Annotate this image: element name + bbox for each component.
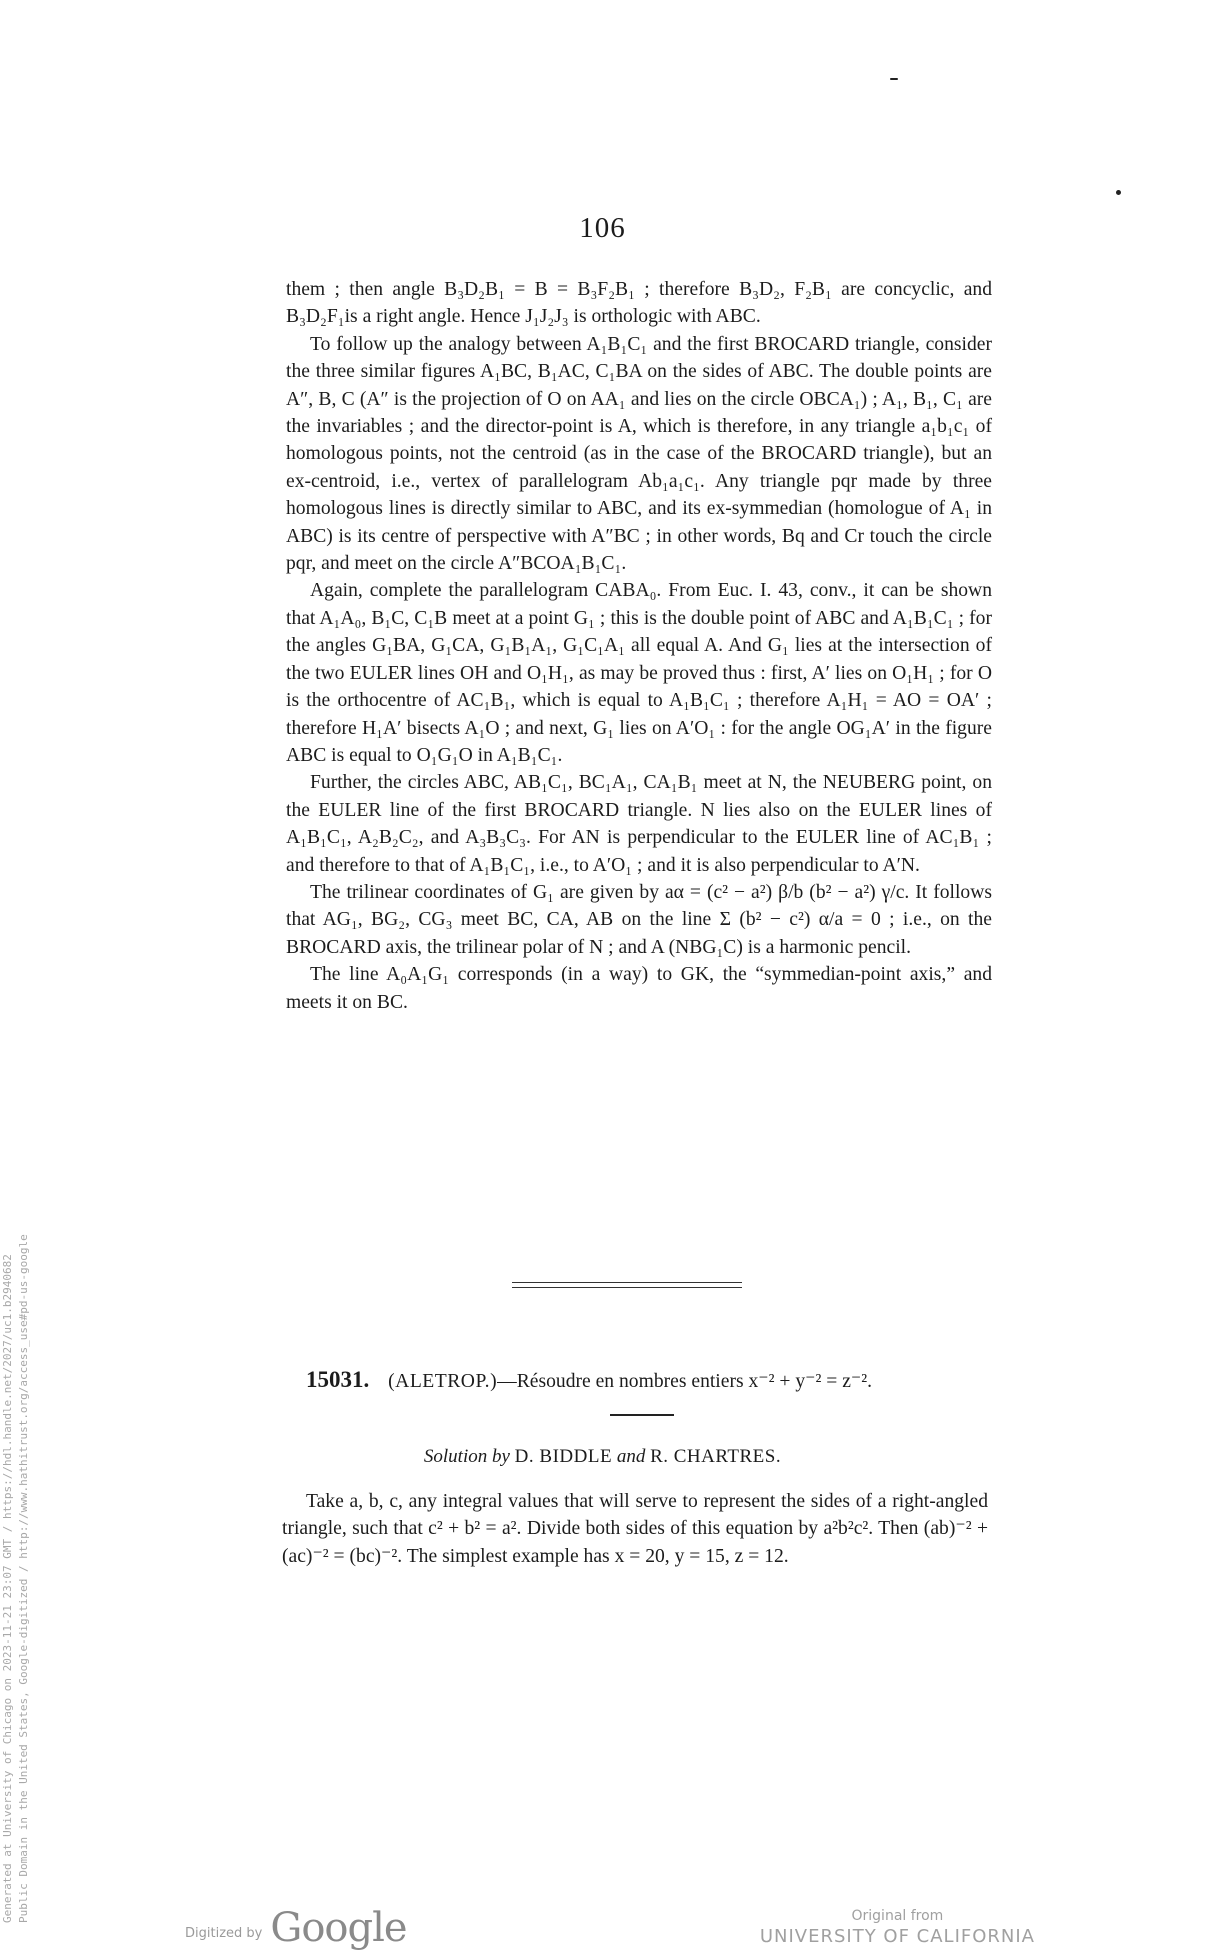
article-body xyxy=(286,276,992,1016)
problem-heading xyxy=(306,1366,1026,1396)
scan-mark xyxy=(890,78,898,80)
paragraph: them ; then angle B₃D₂B₁ = B = B₃F₂B₁ ; therefore B₃D₂, F₂B₁ are concyclic, and B₃D₂F₁is a right angle. Hence J₁J₂J₃ is orthologic with ABC. xyxy=(286,279,992,328)
section-divider-top xyxy=(512,1282,742,1283)
solution-body xyxy=(282,1488,988,1570)
paragraph: Further, the circles ABC, AB₁C₁, BC₁A₁, CA₁B₁ meet at N, the NEUBERG point, on the EULER line of the first BROCARD triangle. N lies also on the EULER lines of A₁B₁C₁, A₂B₂C₂, and A₃B₃C₃. For AN is perpendicular to the EULER line of AC₁B₁ ; and therefore to that of A₁B₁C₁, i.e., to A′O₁ ; and it is also perpendicular to A′N. xyxy=(286,772,992,876)
solution-conjunction: and xyxy=(616,1446,646,1467)
paragraph: The trilinear coordinates of G₁ are given by aα = (c² − a²) β/b (b² − a²) γ/c. It follows that AG₁, BG₂, CG₃ meet BC, CA, AB on the line Σ (b² − c²) α/a = 0 ; i.e., on the BROCARD axis, the trilinear polar of N ; and A (NBG₁C) is a harmonic pencil. xyxy=(286,881,992,958)
problem-author: (ALETROP.) xyxy=(388,1371,498,1392)
problem-number: 15031. xyxy=(306,1367,370,1392)
solution-paragraph: Take a, b, c, any integral values that will serve to represent the sides of a right-angled triangle, such that c² + b² = a². Divide both sides of this equation by a²b²c². Then (ab)⁻² + (ac)⁻² = (bc)⁻². The simplest example has x = 20, y = 15, z = 12. xyxy=(282,1491,988,1567)
solution-author-1: D. BIDDLE xyxy=(514,1446,613,1467)
original-from xyxy=(760,1908,1035,1947)
paragraph: To follow up the analogy between A₁B₁C₁ and the first BROCARD triangle, consider the three similar figures A₁BC, B₁AC, C₁BA on the sides of ABC. The double points are A″, B, C (A″ is the projection of O on AA₁ and lies on the circle OBCA₁) ; A₁, B₁, C₁ are the invariables ; and the director-point is A, which is therefore, in any triangle a₁b₁c₁ of homologous points, not the centroid (as in the case of the BROCARD triangle), but an ex-centroid, i.e., vertex of parallelogram Ab₁a₁c₁. Any triangle pqr made by three homologous lines is directly similar to ABC, and its ex-symmedian (homologue of A₁ in ABC) is its centre of perspective with A″BC ; in other words, Bq and Cr touch the circle pqr, and meet on the circle A″BCOA₁B₁C₁. xyxy=(286,333,992,575)
stamp-line-1: Generated at University of Chicago on 2023-11-21 23:07 GMT / https://hdl.handle.net/2027/uc1.b2940682 xyxy=(1,1254,14,1923)
google-logo: Google xyxy=(270,1905,407,1951)
original-from-label: Original from xyxy=(851,1908,944,1924)
section-divider-bottom xyxy=(512,1287,742,1288)
scan-dot xyxy=(1116,190,1121,195)
digitized-by-label: Digitized by xyxy=(185,1926,263,1941)
paragraph: The line A₀A₁G₁ corresponds (in a way) to GK, the “symmedian-point axis,” and meets it on BC. xyxy=(286,964,992,1013)
page-number: 106 xyxy=(579,212,626,244)
solution-byline xyxy=(0,1446,1205,1468)
problem-rule xyxy=(610,1414,674,1416)
digitized-by-google xyxy=(185,1900,407,1950)
solution-author-2: R. CHARTRES. xyxy=(650,1446,782,1467)
solution-label: Solution by xyxy=(423,1446,510,1467)
problem-statement: —Résoudre en nombres entiers x⁻² + y⁻² = z⁻². xyxy=(497,1371,873,1392)
institution-name: UNIVERSITY OF CALIFORNIA xyxy=(759,1926,1035,1947)
hathitrust-stamp xyxy=(0,0,32,1959)
paragraph: Again, complete the parallelogram CABA₀. From Euc. I. 43, conv., it can be shown that A₁A₀, B₁C, C₁B meet at a point G₁ ; this is the double point of ABC and A₁B₁C₁ ; for the angles G₁BA, G₁CA, G₁B₁A₁, G₁C₁A₁ all equal A. And G₁ lies at the intersection of the two EULER lines OH and O₁H₁, as may be proved thus : first, A′ lies on O₁H₁ ; for O is the orthocentre of AC₁B₁, which is equal to A₁B₁C₁ ; therefore A₁H₁ = AO = OA′ ; therefore H₁A′ bisects A₁O ; and next, G₁ lies on A′O₁ : for the angle OG₁A′ in the figure ABC is equal to O₁G₁O in A₁B₁C₁. xyxy=(286,580,992,766)
stamp-line-2: Public Domain in the United States, Google-digitized / http://www.hathitrust.org/access_use#pd-us-google xyxy=(17,1234,30,1923)
